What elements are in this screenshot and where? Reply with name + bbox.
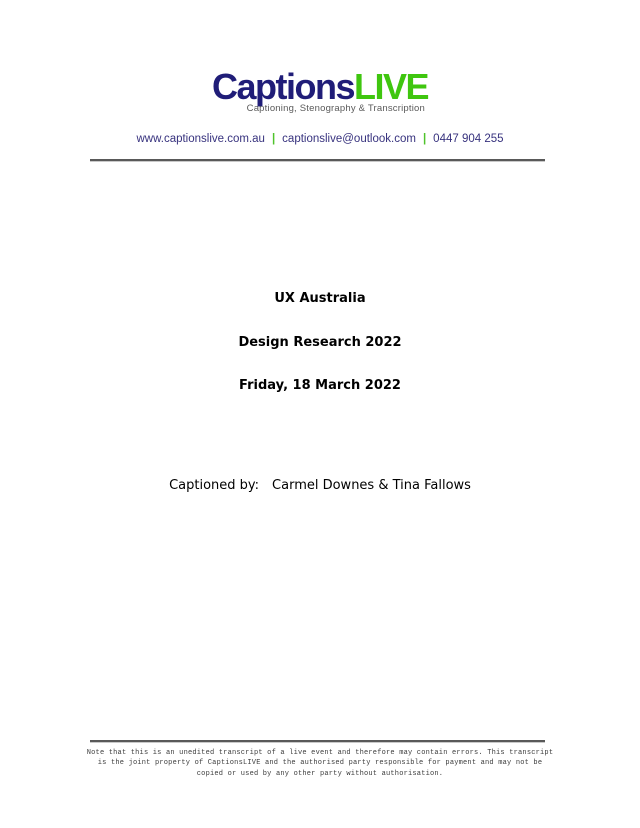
footer-divider bbox=[90, 740, 545, 743]
captioner-names: Carmel Downes & Tina Fallows bbox=[272, 478, 471, 493]
logo-tagline: Captioning, Stenography & Transcription bbox=[246, 103, 426, 114]
document-title: UX Australia bbox=[274, 291, 366, 306]
captionslive-logo bbox=[212, 68, 428, 114]
captioned-by-line bbox=[0, 478, 640, 494]
footer-disclaimer-line1: Note that this is an unedited transcript of a live event and therefore may contain errors. This transcript bbox=[86, 749, 554, 757]
captioned-by-label: Captioned by: bbox=[169, 478, 260, 493]
logo-captions-text: Captions bbox=[211, 66, 354, 107]
footer-disclaimer-line3: copied or used by any other party without authorisation. bbox=[196, 769, 444, 778]
document-date: Friday, 18 March 2022 bbox=[239, 378, 401, 393]
document-subtitle: Design Research 2022 bbox=[238, 335, 402, 350]
footer-disclaimer bbox=[0, 748, 640, 779]
phone-number: 0447 904 255 bbox=[433, 133, 504, 145]
header-divider bbox=[90, 159, 545, 162]
contact-separator: | bbox=[271, 133, 276, 145]
email-link[interactable]: captionslive@outlook.com bbox=[282, 133, 416, 145]
website-link[interactable]: www.captionslive.com.au bbox=[136, 133, 265, 145]
logo-wordmark bbox=[212, 68, 428, 106]
contact-separator: | bbox=[422, 133, 427, 145]
contact-line bbox=[0, 131, 640, 147]
logo-live-text: LIVE bbox=[354, 66, 429, 107]
logo-block bbox=[0, 68, 640, 116]
footer-disclaimer-line2: is the joint property of CaptionsLIVE and the authorised party responsible for payment and may not be bbox=[97, 759, 543, 768]
